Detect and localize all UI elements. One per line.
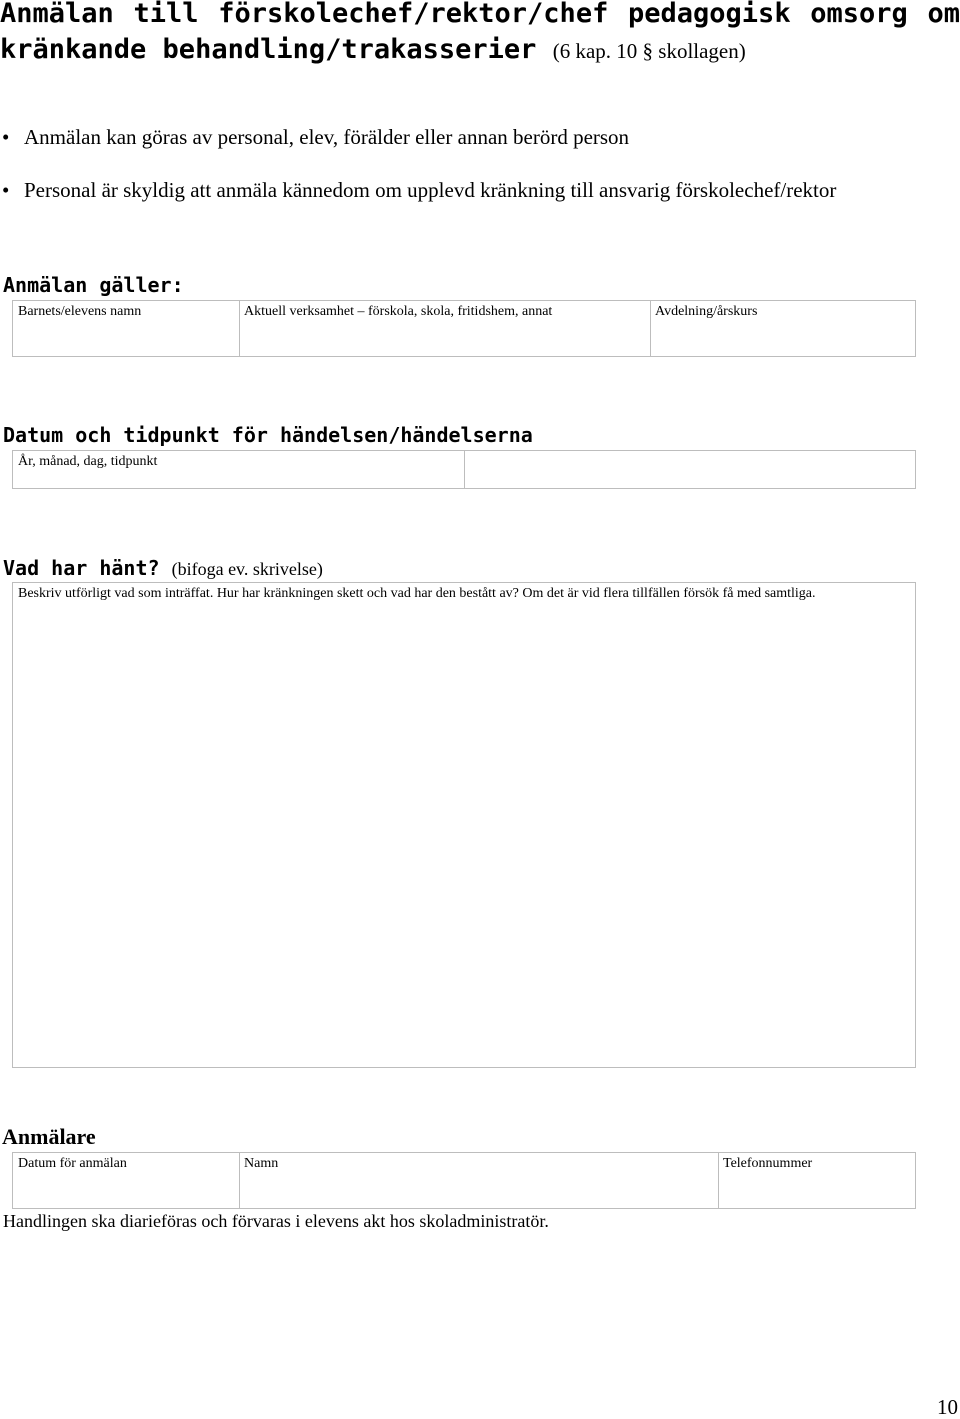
phone-field[interactable] <box>718 1153 915 1208</box>
child-name-label: Barnets/elevens namn <box>18 304 142 319</box>
section-subheading-hant: (bifoga ev. skrivelse) <box>171 559 323 579</box>
section-heading-galler: Anmälan gäller: <box>3 273 184 297</box>
footer-note: Handlingen ska diarieföras och förvaras i elevens akt hos skoladministratör. <box>3 1211 549 1231</box>
reporter-name-label: Namn <box>244 1156 279 1171</box>
page-number: 10 <box>937 1395 958 1419</box>
section-heading-anmalare: Anmälare <box>2 1124 96 1149</box>
galler-fields-row <box>12 300 916 357</box>
description-label: Beskriv utförligt vad som inträffat. Hur har kränkningen skett och vad har den bestått av? Om det är vid flera tillfällen försök få med samtliga. <box>18 586 816 601</box>
date-time-label: År, månad, dag, tidpunkt <box>18 454 158 469</box>
section-heading-hant <box>3 556 323 581</box>
form-title-line-1: Anmälan till förskolechef/rektor/chef pedagogisk omsorg om <box>0 0 960 29</box>
datum-fields-row <box>12 450 916 489</box>
law-reference: (6 kap. 10 § skollagen) <box>552 39 746 63</box>
section-heading-datum: Datum och tidpunkt för händelsen/händelserna <box>3 423 533 447</box>
bullet-item-2 <box>0 177 836 203</box>
date-time-value-field[interactable] <box>464 451 915 488</box>
bullet-text-2: Personal är skyldig att anmäla kännedom om upplevd kränkning till ansvarig förskolechef/rektor <box>24 178 837 202</box>
report-date-label: Datum för anmälan <box>18 1156 127 1171</box>
department-label: Avdelning/årskurs <box>655 304 758 319</box>
anmalare-fields-row <box>12 1152 916 1209</box>
activity-label: Aktuell verksamhet – förskola, skola, fritidshem, annat <box>244 304 553 319</box>
form-title-line-2-text: kränkande behandling/trakasserier <box>0 34 537 65</box>
form-title-line-2 <box>0 32 960 69</box>
bullet-icon: • <box>2 125 10 149</box>
bullet-icon: • <box>2 178 10 202</box>
phone-label: Telefonnummer <box>723 1156 813 1171</box>
description-field[interactable] <box>12 582 916 1068</box>
bullet-text-1: Anmälan kan göras av personal, elev, förälder eller annan berörd person <box>24 125 630 149</box>
date-time-field[interactable] <box>13 451 464 488</box>
bullet-item-1 <box>0 124 629 150</box>
form-title <box>0 0 960 69</box>
child-name-field[interactable] <box>13 301 239 356</box>
department-field[interactable] <box>650 301 915 356</box>
section-heading-hant-text: Vad har hänt? <box>3 556 160 580</box>
